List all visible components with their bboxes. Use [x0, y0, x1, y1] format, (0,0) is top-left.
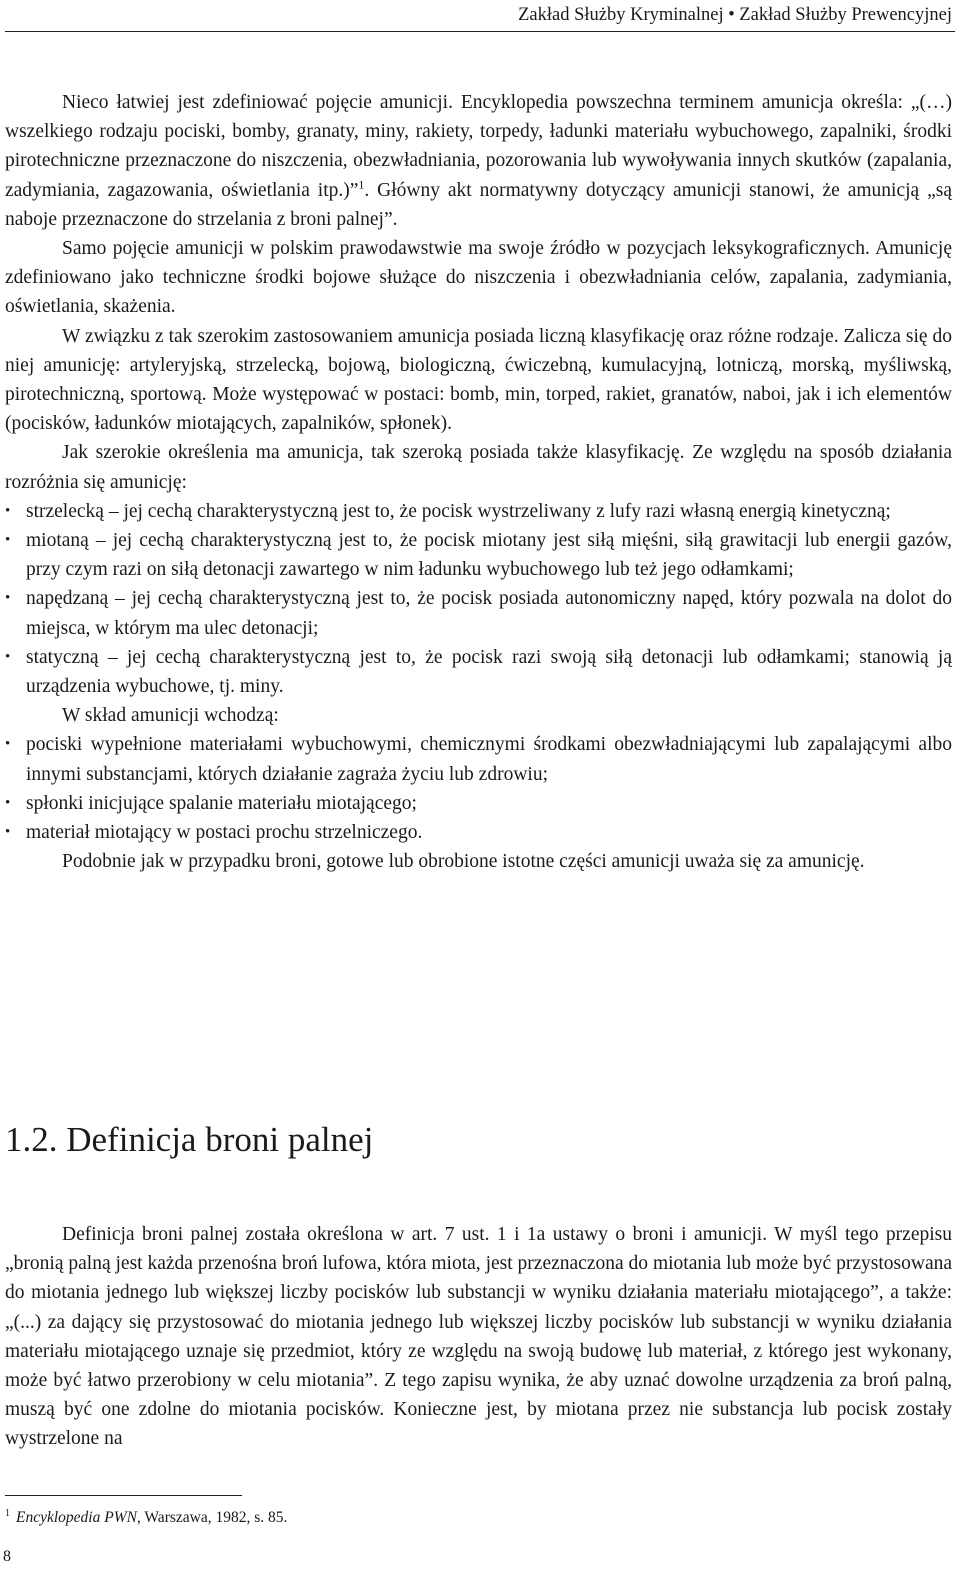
list-item	[5, 730, 952, 788]
list-item	[5, 497, 952, 526]
action-types-list	[5, 497, 952, 701]
footnote-source-title: Encyklopedia PWN	[16, 1509, 137, 1527]
list-item	[5, 818, 952, 847]
page-number: 8	[3, 1548, 11, 1565]
paragraph-action-types-intro: Jak szerokie określenia ma amunicja, tak szeroką posiada także klasyfikację. Ze względu na sposób działania rozróżnia się amunicję:	[5, 442, 952, 493]
bullet-icon: •	[5, 824, 11, 841]
bullet-icon: •	[5, 502, 11, 519]
paragraph-text: . Główny akt normatywny dotyczący amunicji stanowi, że amunicją „są naboje przeznaczone do strzelania z broni palnej”.	[5, 179, 952, 230]
list-item-text: pociski wypełnione materiałami wybuchowymi, chemicznymi środkami obezwładniającymi lub zapalającymi albo innymi substancjami, których działanie zagraża życiu lub zdrowiu;	[26, 734, 952, 785]
paragraph-lexicographic: Samo pojęcie amunicji w polskim prawodawstwie ma swoje źródło w pozycjach leksykograficznych. Amunicję zdefiniowano jako techniczne środki bojowe służące do niszczenia i obezwładniania celów, zapalania, zadymiania, oświetlania, skażenia.	[5, 238, 952, 318]
footnote-source-details: , Warszawa, 1982, s. 85.	[136, 1509, 288, 1527]
footnote-rule	[5, 1495, 242, 1496]
paragraph-text: Nieco łatwiej jest zdefiniować pojęcie amunicji. Encyklopedia powszechna terminem amunicja określa: „(…) wszelkiego rodzaju pociski, bomby, granaty, miny, rakiety, torpedy, ładunki materiału wybuchowego, zapalniki, środki pirotechniczne przeznaczone do niszczenia, obezwładniania, pozorowania lub wywoływania innych skutków (zapalania, zadymiania, zagazowania, oświetlania itp.)”	[5, 92, 952, 201]
list-item-text: miotaną – jej cechą charakterystyczną jest to, że pocisk miotany jest siłą mięśni, siłą grawitacji lub energii gazów, przy czym razi on siłą detonacji zawartego w nim ładunku wybuchowego lub też jego odłamkami;	[26, 530, 952, 581]
footnote-number: 1	[5, 1508, 10, 1519]
paragraph-components-intro: W skład amunicji wchodzą:	[62, 705, 279, 727]
footnote	[5, 1503, 287, 1529]
paragraph-parts-as-ammunition: Podobnie jak w przypadku broni, gotowe lub obrobione istotne części amunicji uważa się za amunicję.	[62, 851, 865, 873]
list-item-text: spłonki inicjujące spalanie materiału miotającego;	[26, 792, 417, 814]
section-2-text	[5, 1220, 952, 1454]
bullet-icon: •	[5, 532, 11, 549]
bullet-icon: •	[5, 648, 11, 665]
list-item-text: napędzaną – jej cechą charakterystyczną jest to, że pocisk posiada autonomiczny napęd, który pozwala na dolot do miejsca, w którym ma ulec detonacji;	[26, 588, 952, 639]
running-head: Zakład Służby Kryminalnej • Zakład Służby Prewencyjnej	[518, 5, 952, 25]
bullet-icon: •	[5, 794, 11, 811]
bullet-icon: •	[5, 736, 11, 753]
components-list	[5, 730, 952, 847]
list-item-text: materiał miotający w postaci prochu strzelniczego.	[26, 822, 423, 844]
list-item	[5, 789, 952, 818]
section-1-text	[5, 88, 952, 876]
header-rule	[5, 31, 955, 32]
list-item-text: strzelecką – jej cechą charakterystyczną jest to, że pocisk wystrzeliwany z lufy razi własną energią kinetyczną;	[26, 500, 891, 522]
paragraph-classification: W związku z tak szerokim zastosowaniem amunicja posiada liczną klasyfikację oraz różne rodzaje. Zalicza się do niej amunicję: artyleryjską, strzelecką, bojową, biologiczną, ćwiczebną, kumulacyjną, lotniczą, morską, myśliwską, pirotechniczną, sportową. Może występować w postaci: bomb, min, torped, rakiet, granatów, naboi, jak i ich elementów (pocisków, ładunków miotających, zapalników, spłonek).	[5, 325, 952, 435]
paragraph-firearm-definition: Definicja broni palnej została określona w art. 7 ust. 1 i 1a ustawy o broni i amunicji. W myśl tego przepisu „bronią palną jest każda przenośna broń lufowa, która miota, jest przeznaczona do miotania lub może być przystosowana do miotania jednego lub większej liczby pocisków lub substancji w wyniku działania materiału miotającego”, a także: „(...) za dający się przystosować do miotania jednego lub większej liczby pocisków lub substancji w wyniku działania materiału miotającego uznaje się przedmiot, który ze względu na swoją budowę lub materiał, z którego jest wykonany, może być łatwo przerobiony w celu miotania”. Z tego zapisu wynika, że aby uznać dowolne urządzenia za broń palną, muszą być one zdolne do miotania pocisków. Konieczne jest, by miotana przez nie substancja lub pocisk zostały wystrzelone na	[5, 1224, 952, 1450]
list-item	[5, 584, 952, 642]
paragraph-ammunition-definition	[5, 88, 952, 234]
list-item	[5, 643, 952, 701]
list-item-text: statyczną – jej cechą charakterystyczną jest to, że pocisk razi swoją siłą detonacji lub odłamkami; stanowią ją urządzenia wybuchowe, tj. miny.	[26, 646, 952, 698]
footnote-ref[interactable]: 1	[358, 177, 365, 192]
bullet-icon: •	[5, 590, 11, 607]
section-heading: 1.2. Definicja broni palnej	[5, 1120, 374, 1159]
list-item	[5, 526, 952, 584]
